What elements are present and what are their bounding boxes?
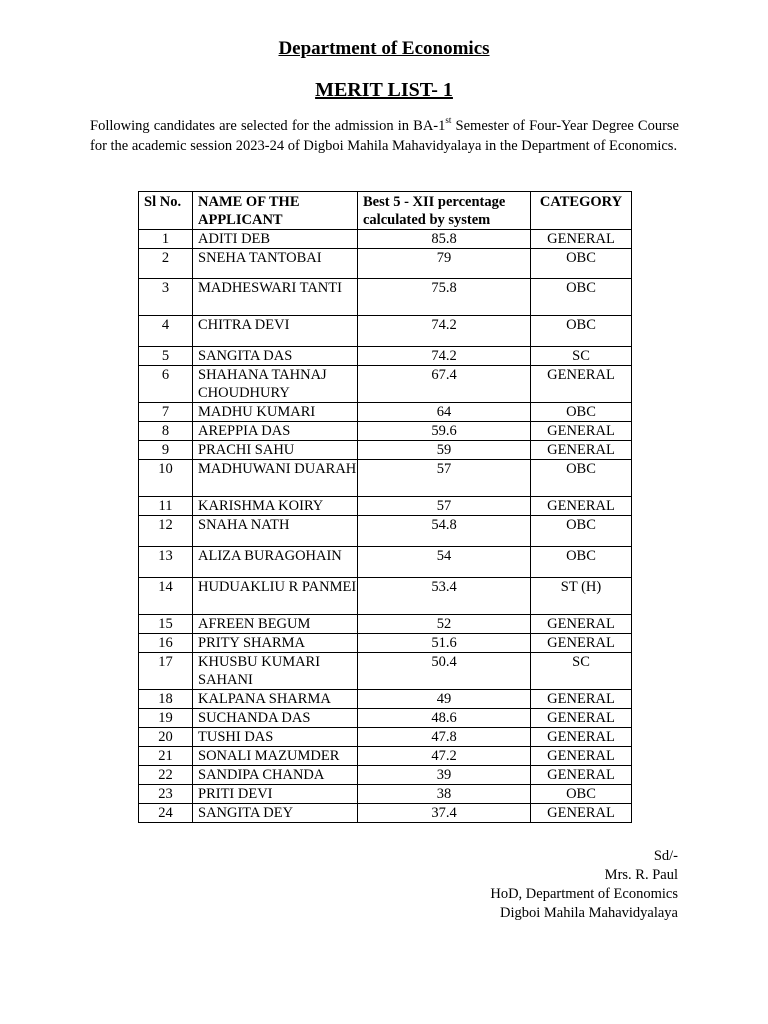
cell-sl-no: 9 bbox=[139, 441, 193, 460]
cell-category: GENERAL bbox=[531, 766, 632, 785]
table-row bbox=[139, 804, 632, 823]
cell-category: GENERAL bbox=[531, 747, 632, 766]
cell-name: SNEHA TANTOBAI bbox=[193, 249, 358, 279]
cell-percentage: 54.8 bbox=[358, 516, 531, 547]
cell-name: ALIZA BURAGOHAIN bbox=[193, 547, 358, 578]
cell-percentage: 57 bbox=[358, 460, 531, 497]
cell-category: ST (H) bbox=[531, 578, 632, 615]
cell-name: PRITY SHARMA bbox=[193, 634, 358, 653]
table-body bbox=[139, 230, 632, 823]
cell-percentage: 75.8 bbox=[358, 279, 531, 316]
cell-name: KALPANA SHARMA bbox=[193, 690, 358, 709]
table-row bbox=[139, 785, 632, 804]
table-row bbox=[139, 422, 632, 441]
cell-sl-no: 15 bbox=[139, 615, 193, 634]
signature-sd: Sd/- bbox=[653, 848, 678, 864]
cell-sl-no: 5 bbox=[139, 347, 193, 366]
cell-name: SANDIPA CHANDA bbox=[193, 766, 358, 785]
cell-category: GENERAL bbox=[531, 728, 632, 747]
cell-percentage: 48.6 bbox=[358, 709, 531, 728]
cell-percentage: 47.2 bbox=[358, 747, 531, 766]
cell-sl-no: 11 bbox=[139, 497, 193, 516]
cell-name: MADHU KUMARI bbox=[193, 403, 358, 422]
table-row bbox=[139, 709, 632, 728]
cell-percentage: 37.4 bbox=[358, 804, 531, 823]
cell-percentage: 51.6 bbox=[358, 634, 531, 653]
table-row bbox=[139, 497, 632, 516]
cell-category: GENERAL bbox=[531, 804, 632, 823]
header-name: NAME OF THE APPLICANT bbox=[193, 192, 358, 230]
signatory-name: Mrs. R. Paul bbox=[604, 867, 678, 883]
intro-superscript: st bbox=[445, 115, 452, 126]
cell-name: AREPPIA DAS bbox=[193, 422, 358, 441]
table-row bbox=[139, 441, 632, 460]
cell-percentage: 85.8 bbox=[358, 230, 531, 249]
cell-name: MADHUWANI DUARAH bbox=[193, 460, 358, 497]
cell-sl-no: 3 bbox=[139, 279, 193, 316]
signatory-institution: Digboi Mahila Mahavidyalaya bbox=[500, 905, 678, 921]
table-row bbox=[139, 766, 632, 785]
cell-sl-no: 4 bbox=[139, 316, 193, 347]
table-row bbox=[139, 366, 632, 403]
cell-name: TUSHI DAS bbox=[193, 728, 358, 747]
header-percentage: Best 5 - XII percentage calculated by system bbox=[358, 192, 531, 230]
table-row bbox=[139, 316, 632, 347]
cell-name: PRACHI SAHU bbox=[193, 441, 358, 460]
table-row bbox=[139, 653, 632, 690]
cell-percentage: 53.4 bbox=[358, 578, 531, 615]
cell-sl-no: 17 bbox=[139, 653, 193, 690]
intro-text-start: Following candidates are selected for the admission in BA-1 bbox=[90, 118, 446, 134]
cell-category: OBC bbox=[531, 279, 632, 316]
department-heading: Department of Economics bbox=[278, 38, 490, 59]
table-row bbox=[139, 347, 632, 366]
cell-name: SANGITA DEY bbox=[193, 804, 358, 823]
cell-percentage: 74.2 bbox=[358, 347, 531, 366]
table-row bbox=[139, 230, 632, 249]
cell-sl-no: 13 bbox=[139, 547, 193, 578]
cell-name: KARISHMA KOIRY bbox=[193, 497, 358, 516]
cell-sl-no: 21 bbox=[139, 747, 193, 766]
cell-percentage: 59.6 bbox=[358, 422, 531, 441]
cell-percentage: 49 bbox=[358, 690, 531, 709]
cell-sl-no: 24 bbox=[139, 804, 193, 823]
table-header-row bbox=[139, 192, 632, 230]
cell-sl-no: 10 bbox=[139, 460, 193, 497]
signature-block bbox=[490, 847, 678, 923]
cell-name: AFREEN BEGUM bbox=[193, 615, 358, 634]
cell-category: GENERAL bbox=[531, 709, 632, 728]
cell-name: HUDUAKLIU R PANMEI bbox=[193, 578, 358, 615]
cell-sl-no: 22 bbox=[139, 766, 193, 785]
intro-text-end: Semester of Four-Year Degree Course for the academic session 2023-24 of Digboi Mahila Mahavidyalaya in the Department of Economics. bbox=[90, 118, 679, 154]
cell-sl-no: 18 bbox=[139, 690, 193, 709]
table-row bbox=[139, 615, 632, 634]
signatory-designation: HoD, Department of Economics bbox=[490, 886, 678, 902]
cell-name: CHITRA DEVI bbox=[193, 316, 358, 347]
cell-category: OBC bbox=[531, 547, 632, 578]
cell-percentage: 79 bbox=[358, 249, 531, 279]
cell-category: GENERAL bbox=[531, 441, 632, 460]
header-sl-no: Sl No. bbox=[139, 192, 193, 230]
cell-sl-no: 12 bbox=[139, 516, 193, 547]
cell-category: OBC bbox=[531, 249, 632, 279]
cell-category: SC bbox=[531, 347, 632, 366]
cell-percentage: 38 bbox=[358, 785, 531, 804]
cell-percentage: 74.2 bbox=[358, 316, 531, 347]
table-row bbox=[139, 690, 632, 709]
cell-percentage: 52 bbox=[358, 615, 531, 634]
cell-category: GENERAL bbox=[531, 422, 632, 441]
cell-name: SHAHANA TAHNAJ CHOUDHURY bbox=[193, 366, 358, 403]
cell-name: KHUSBU KUMARI SAHANI bbox=[193, 653, 358, 690]
table-row bbox=[139, 634, 632, 653]
cell-sl-no: 23 bbox=[139, 785, 193, 804]
cell-category: GENERAL bbox=[531, 366, 632, 403]
table-row bbox=[139, 403, 632, 422]
cell-name: SONALI MAZUMDER bbox=[193, 747, 358, 766]
cell-percentage: 54 bbox=[358, 547, 531, 578]
cell-sl-no: 19 bbox=[139, 709, 193, 728]
cell-sl-no: 1 bbox=[139, 230, 193, 249]
cell-name: SNAHA NATH bbox=[193, 516, 358, 547]
cell-percentage: 39 bbox=[358, 766, 531, 785]
cell-sl-no: 7 bbox=[139, 403, 193, 422]
table-row bbox=[139, 460, 632, 497]
cell-sl-no: 2 bbox=[139, 249, 193, 279]
cell-name: MADHESWARI TANTI bbox=[193, 279, 358, 316]
cell-percentage: 50.4 bbox=[358, 653, 531, 690]
table-row bbox=[139, 547, 632, 578]
cell-percentage: 47.8 bbox=[358, 728, 531, 747]
cell-category: OBC bbox=[531, 460, 632, 497]
cell-name: PRITI DEVI bbox=[193, 785, 358, 804]
cell-category: GENERAL bbox=[531, 690, 632, 709]
cell-sl-no: 16 bbox=[139, 634, 193, 653]
table-row bbox=[139, 578, 632, 615]
cell-percentage: 64 bbox=[358, 403, 531, 422]
cell-sl-no: 6 bbox=[139, 366, 193, 403]
merit-table bbox=[138, 191, 632, 823]
table-row bbox=[139, 249, 632, 279]
cell-category: GENERAL bbox=[531, 615, 632, 634]
cell-category: GENERAL bbox=[531, 230, 632, 249]
cell-category: SC bbox=[531, 653, 632, 690]
cell-category: OBC bbox=[531, 403, 632, 422]
cell-category: OBC bbox=[531, 516, 632, 547]
cell-name: ADITI DEB bbox=[193, 230, 358, 249]
cell-name: SUCHANDA DAS bbox=[193, 709, 358, 728]
cell-name: SANGITA DAS bbox=[193, 347, 358, 366]
merit-list-title: MERIT LIST- 1 bbox=[315, 79, 453, 101]
table-row bbox=[139, 747, 632, 766]
cell-category: OBC bbox=[531, 316, 632, 347]
cell-percentage: 67.4 bbox=[358, 366, 531, 403]
cell-percentage: 59 bbox=[358, 441, 531, 460]
cell-sl-no: 14 bbox=[139, 578, 193, 615]
cell-category: GENERAL bbox=[531, 634, 632, 653]
cell-sl-no: 20 bbox=[139, 728, 193, 747]
cell-category: OBC bbox=[531, 785, 632, 804]
cell-category: GENERAL bbox=[531, 497, 632, 516]
table-row bbox=[139, 279, 632, 316]
table-row bbox=[139, 516, 632, 547]
table-row bbox=[139, 728, 632, 747]
cell-percentage: 57 bbox=[358, 497, 531, 516]
intro-paragraph bbox=[90, 117, 679, 156]
cell-sl-no: 8 bbox=[139, 422, 193, 441]
header-category: CATEGORY bbox=[531, 192, 632, 230]
